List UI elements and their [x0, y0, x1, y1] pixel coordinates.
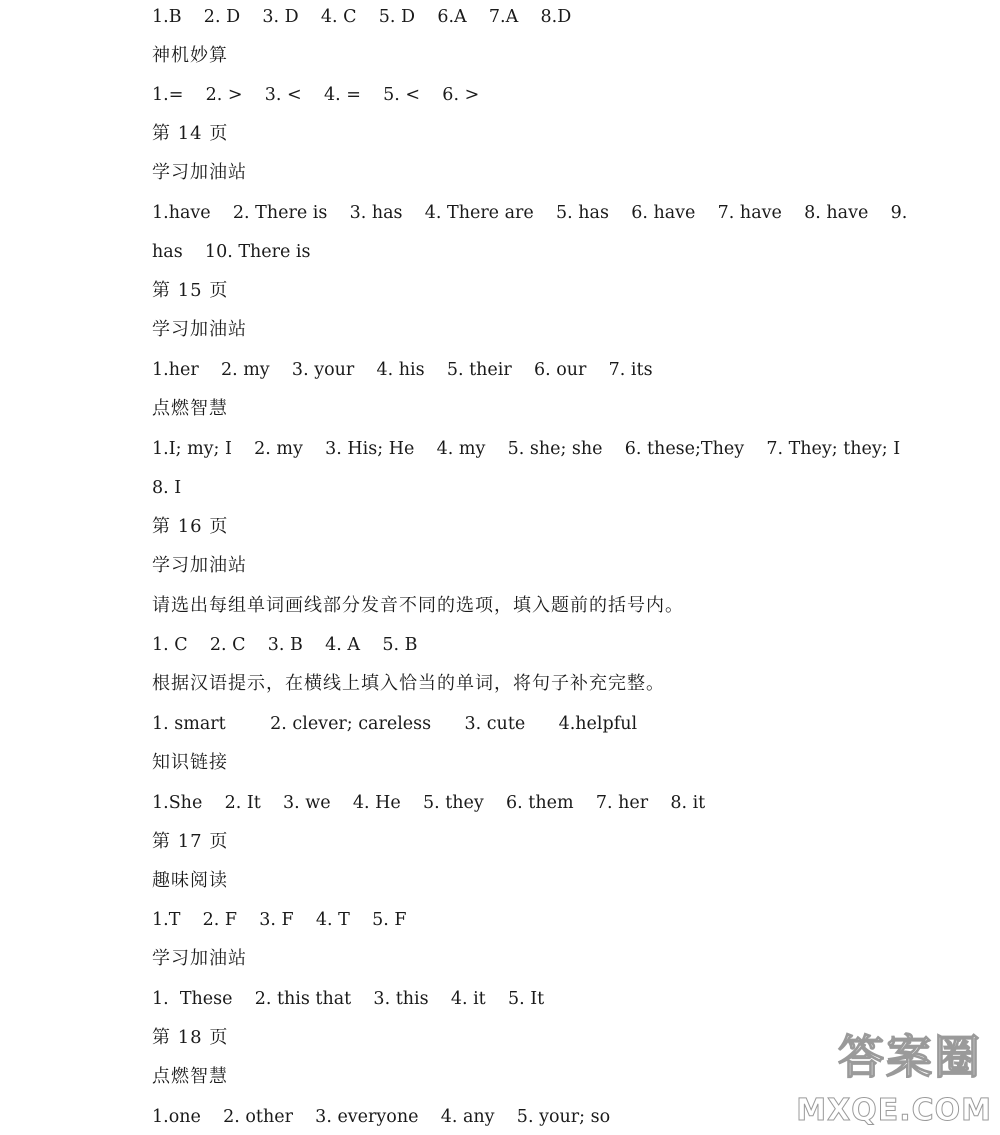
answer-line: 1.B 2. D 3. D 4. C 5. D 6.A 7.A 8.D [152, 7, 572, 27]
section-heading: 神机妙算 [152, 45, 228, 66]
answer-line: 1.I; my; I 2. my 3. His; He 4. my 5. she; she 6. these;They 7. They; they; I [152, 439, 901, 459]
answer-line: 1.= 2. > 3. < 4. = 5. < 6. > [152, 85, 480, 105]
section-heading: 学习加油站 [152, 555, 247, 576]
page-number-heading: 第 15 页 [152, 280, 229, 301]
answer-line: 1.one 2. other 3. everyone 4. any 5. your; so [152, 1107, 611, 1127]
answer-line: has 10. There is [152, 242, 311, 262]
section-heading: 学习加油站 [152, 162, 247, 183]
section-heading: 趣味阅读 [152, 870, 228, 891]
page-number-heading: 第 16 页 [152, 516, 229, 537]
instruction-text: 请选出每组单词画线部分发音不同的选项，填入题前的括号内。 [152, 595, 684, 616]
section-heading: 知识链接 [152, 752, 228, 773]
page-number-heading: 第 14 页 [152, 123, 229, 144]
section-heading: 学习加油站 [152, 319, 247, 340]
section-heading: 点燃智慧 [152, 1066, 228, 1087]
section-heading: 学习加油站 [152, 948, 247, 969]
answer-line: 8. I [152, 478, 182, 498]
answer-line: 1.have 2. There is 3. has 4. There are 5. has 6. have 7. have 8. have 9. [152, 203, 908, 223]
page-number-heading: 第 17 页 [152, 831, 229, 852]
page-number-heading: 第 18 页 [152, 1027, 229, 1048]
section-heading: 点燃智慧 [152, 398, 228, 419]
answer-line: 1. These 2. this that 3. this 4. it 5. It [152, 989, 545, 1009]
answer-line: 1.T 2. F 3. F 4. T 5. F [152, 910, 407, 930]
watermark-domain-text: MXQE.COM [796, 1093, 992, 1128]
answer-line: 1.her 2. my 3. your 4. his 5. their 6. our 7. its [152, 360, 653, 380]
answer-line: 1. smart 2. clever; careless 3. cute 4.helpful [152, 714, 638, 734]
site-watermark [796, 1029, 992, 1129]
watermark-logo-text: 答案圈 [838, 1030, 982, 1084]
answer-line: 1. C 2. C 3. B 4. A 5. B [152, 635, 418, 655]
answer-line: 1.She 2. It 3. we 4. He 5. they 6. them 7. her 8. it [152, 793, 706, 813]
instruction-text: 根据汉语提示，在横线上填入恰当的单词，将句子补充完整。 [152, 673, 665, 694]
